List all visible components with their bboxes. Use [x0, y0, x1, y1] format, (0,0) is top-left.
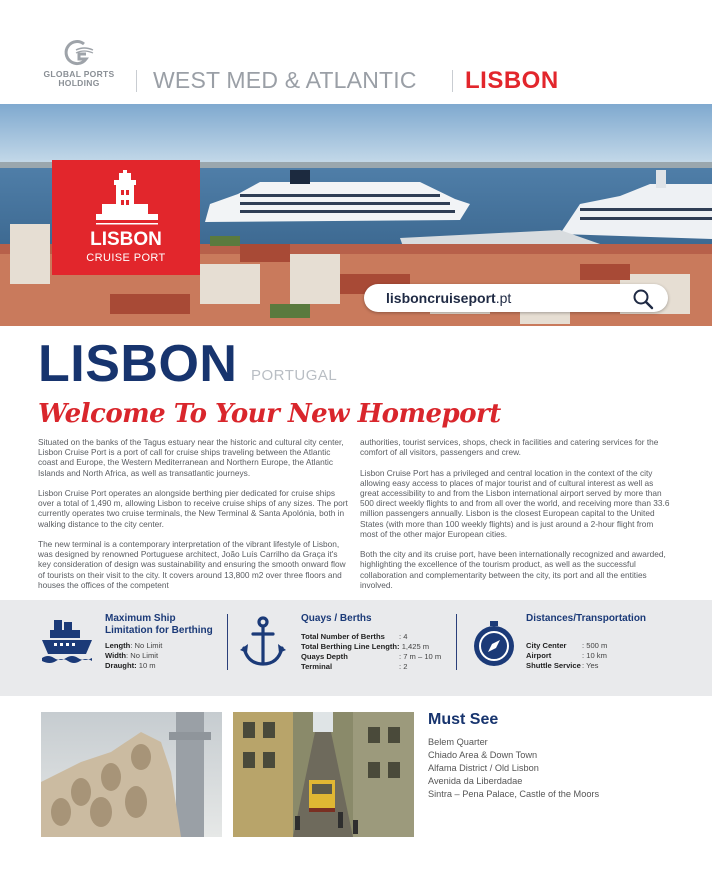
- badge-title: LISBON: [90, 229, 162, 250]
- quays-row: [301, 642, 429, 652]
- company-name: [38, 70, 120, 88]
- paragraph: The new terminal is a contemporary interpretation of the vibrant lifestyle of Lisbon, was designed by renowned Portuguese architect, João Luís Carrilho da Graça it's key consideration of design was sustainability and ensuring the smooth onward flow of tourists on their visit to the city. It covers around 13,800 m2 over three floors and houses the offices of the competent: [38, 539, 346, 590]
- ship-limits-row: [105, 641, 162, 651]
- ship-limits-row: [105, 651, 158, 661]
- row-value: : No Limit: [126, 651, 159, 660]
- row-key: City Center: [526, 641, 567, 650]
- row-key: Length: [105, 641, 131, 650]
- row-value: : 10 km: [582, 651, 607, 660]
- ship-limits-title: [105, 613, 213, 637]
- row-value: 10 m: [136, 661, 156, 670]
- distances-row: [526, 641, 607, 651]
- must-see-item: Belem Quarter: [428, 737, 488, 747]
- body-column-left: [38, 437, 348, 600]
- must-see-item: Alfama District / Old Lisbon: [428, 763, 539, 773]
- row-value: 1,425 m: [399, 642, 430, 651]
- company-name-line1: GLOBAL PORTS: [43, 69, 115, 79]
- search-icon[interactable]: [632, 288, 654, 310]
- website-url-name: lisboncruiseport: [386, 290, 496, 306]
- ship-limits-title-line2: Limitation for Berthing: [105, 625, 213, 636]
- must-see-item: Chiado Area & Down Town: [428, 750, 538, 760]
- monument-photo: [41, 712, 222, 837]
- distances-row: [526, 661, 598, 671]
- paragraph: Both the city and its cruise port, have been internationally recognized and awarded, highlighting the excellence of the tourism product, as well as the successful collaboration and complementarity between the city, its port and all the entities involved.: [360, 549, 666, 590]
- ship-icon: [40, 618, 94, 666]
- band-divider: [456, 614, 457, 670]
- region-title: WEST MED & ATLANTIC: [153, 67, 417, 93]
- distances-title: Distances/Transportation: [526, 613, 647, 624]
- country-label: PORTUGAL: [251, 367, 338, 384]
- badge-subtitle: CRUISE PORT: [86, 252, 166, 264]
- ship-limits-title-line1: Maximum Ship: [105, 613, 176, 624]
- header-divider: [136, 70, 137, 92]
- paragraph: Situated on the banks of the Tagus estuary near the historic and cultural city center, Lisbon Cruise Port is a port of call for cruise ships traveling between the Atlantic coast and Europe, the Western Mediterranean and Northern Europe, the Atlantic Islands and North Africa, as well as transatlantic journeys.: [38, 437, 344, 478]
- city-header: LISBON: [465, 67, 559, 94]
- website-url[interactable]: [386, 290, 511, 306]
- distances-row: [526, 651, 607, 661]
- paragraph: authorities, tourist services, shops, check in facilities and catering services for the comfort of all visitors, passengers and crew.: [360, 437, 659, 458]
- must-see-title: Must See: [428, 711, 499, 728]
- row-value: : 7 m – 10 m: [399, 652, 442, 661]
- global-ports-logo-icon: [62, 38, 94, 68]
- row-key: Width: [105, 651, 127, 660]
- quays-title: Quays / Berths: [301, 613, 372, 624]
- compass-icon: [470, 620, 518, 668]
- row-value: : 2: [399, 662, 408, 671]
- belem-tower-icon: [96, 170, 158, 228]
- row-key: Quays Depth: [301, 652, 348, 661]
- quays-row: [301, 662, 407, 672]
- row-key: Total Berthing Line Length:: [301, 642, 400, 651]
- must-see-item: Sintra – Pena Palace, Castle of the Moors: [428, 789, 600, 799]
- anchor-icon: [240, 616, 286, 668]
- body-column-right: [360, 437, 672, 600]
- paragraph: Lisbon Cruise Port has a privileged and central location in the context of the city allowing easy access to places of major tourist and of cultural interest as well as great accessibility to and from the Lisbon international airport served by more than 500 direct weekly flights to and from all over the world, and receiving more than 33.6 million passengers annually. Lisbon is the closest European capital to the United States (with more than 100 weekly flights) and is just around a 2-hour flight from most of the other major European cities.: [360, 467, 670, 539]
- row-key: Shuttle Service: [526, 661, 581, 670]
- band-divider: [227, 614, 228, 670]
- row-value: : 4: [399, 632, 408, 641]
- row-value: : No Limit: [130, 641, 163, 650]
- row-key: Draught:: [105, 661, 137, 670]
- must-see-item: Avenida da Liberdadae: [428, 776, 523, 786]
- paragraph: Lisbon Cruise Port operates an alongside berthing pier dedicated for cruise ships over a total of 1,490 m, allowing Lisbon to receive cruise ships of any sizes. The port currently operates two cruise terminals, the New Terminal & Santa Apolónia, both in walking distance to the city center.: [38, 488, 348, 529]
- quays-row: [301, 652, 441, 662]
- tagline: Welcome To Your New Homeport: [38, 399, 501, 429]
- row-value: : 500 m: [582, 641, 608, 650]
- row-value: : Yes: [582, 661, 599, 670]
- quays-row: [301, 632, 407, 642]
- page-title: LISBON: [38, 335, 238, 393]
- header-divider: [452, 70, 453, 92]
- company-name-line2: HOLDING: [58, 78, 100, 88]
- tram-street-photo: [233, 712, 414, 837]
- row-key: Terminal: [301, 662, 333, 671]
- row-key: Airport: [526, 651, 552, 660]
- row-key: Total Number of Berths: [301, 632, 385, 641]
- website-url-suffix: .pt: [495, 290, 512, 306]
- ship-limits-row: [105, 661, 156, 671]
